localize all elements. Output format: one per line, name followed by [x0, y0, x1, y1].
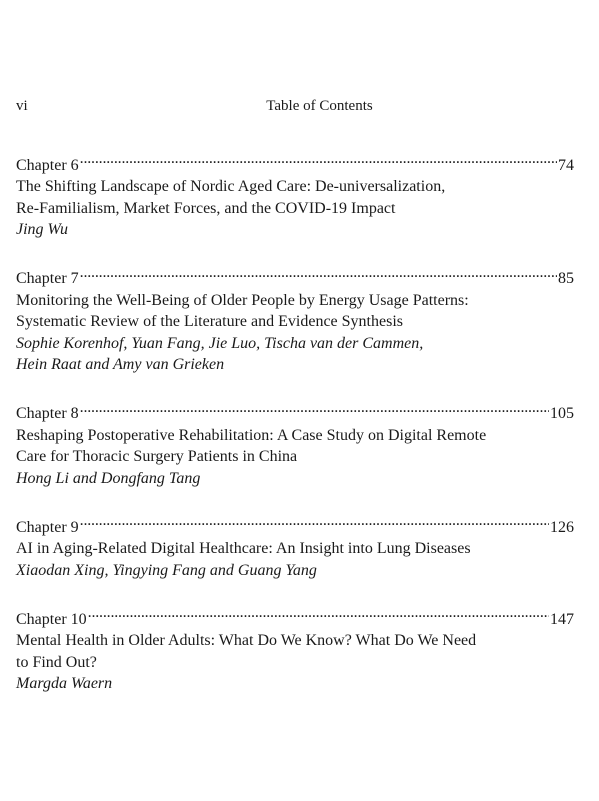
dot-leader [80, 510, 549, 532]
toc-entry-header[interactable] [16, 510, 574, 538]
chapter-title-line: Care for Thoracic Surgery Patients in China [16, 448, 298, 465]
chapter-label: Chapter 7 [16, 270, 79, 287]
chapter-title-line: Re-Familialism, Market Forces, and the COVID-19 Impact [16, 199, 396, 217]
page-number: 105 [550, 405, 574, 422]
chapter-title-line: Systematic Review of the Literature and Evidence Synthesis [16, 313, 403, 330]
chapter-authors: Xiaodan Xing, Yingying Fang and Guang Yang [16, 561, 317, 579]
page-number: 126 [550, 518, 574, 536]
toc-entry-header[interactable] [16, 262, 574, 290]
chapter-authors: Hein Raat and Amy van Grieken [16, 356, 225, 373]
toc-entry-chapter-7 [16, 262, 574, 376]
toc-entry-chapter-9 [16, 510, 574, 581]
chapter-title-line: Monitoring the Well-Being of Older People by Energy Usage Patterns: [16, 291, 469, 309]
page-number: 85 [558, 270, 574, 287]
chapter-label: Chapter 6 [16, 156, 79, 174]
toc-entry-header[interactable] [16, 602, 574, 630]
dot-leader [80, 148, 557, 170]
dot-leader [80, 262, 557, 284]
toc-entry-chapter-6 [16, 148, 574, 241]
toc-entry-header[interactable] [16, 397, 574, 425]
running-head-title: Table of Contents [266, 98, 373, 114]
toc-entry-chapter-8 [16, 397, 574, 490]
page-number: 147 [550, 610, 574, 628]
dot-leader [88, 602, 549, 624]
chapter-title-line: AI in Aging-Related Digital Healthcare: An Insight into Lung Diseases [16, 540, 471, 557]
chapter-authors: Sophie Korenhof, Yuan Fang, Jie Luo, Tischa van der Cammen, [16, 334, 424, 352]
chapter-label: Chapter 9 [16, 518, 79, 536]
chapter-title-line: Mental Health in Older Adults: What Do We Know? What Do We Need [16, 632, 477, 649]
page-number: 74 [558, 156, 574, 174]
toc-entry-chapter-10 [16, 602, 574, 695]
table-of-contents [16, 148, 574, 716]
toc-entry-header[interactable] [16, 148, 574, 176]
chapter-title-line: Reshaping Postoperative Rehabilitation: A Case Study on Digital Remote [16, 426, 487, 444]
chapter-label: Chapter 8 [16, 405, 79, 422]
chapter-title-line: The Shifting Landscape of Nordic Aged Care: De-universalization, [16, 178, 446, 195]
dot-leader [80, 397, 549, 419]
running-head [16, 96, 583, 116]
page-folio: vi [16, 98, 28, 114]
chapter-title-line: to Find Out? [16, 653, 97, 671]
chapter-authors: Margda Waern [16, 675, 113, 692]
chapter-authors: Jing Wu [16, 221, 68, 238]
chapter-authors: Hong Li and Dongfang Tang [16, 469, 201, 487]
chapter-label: Chapter 10 [16, 610, 87, 628]
